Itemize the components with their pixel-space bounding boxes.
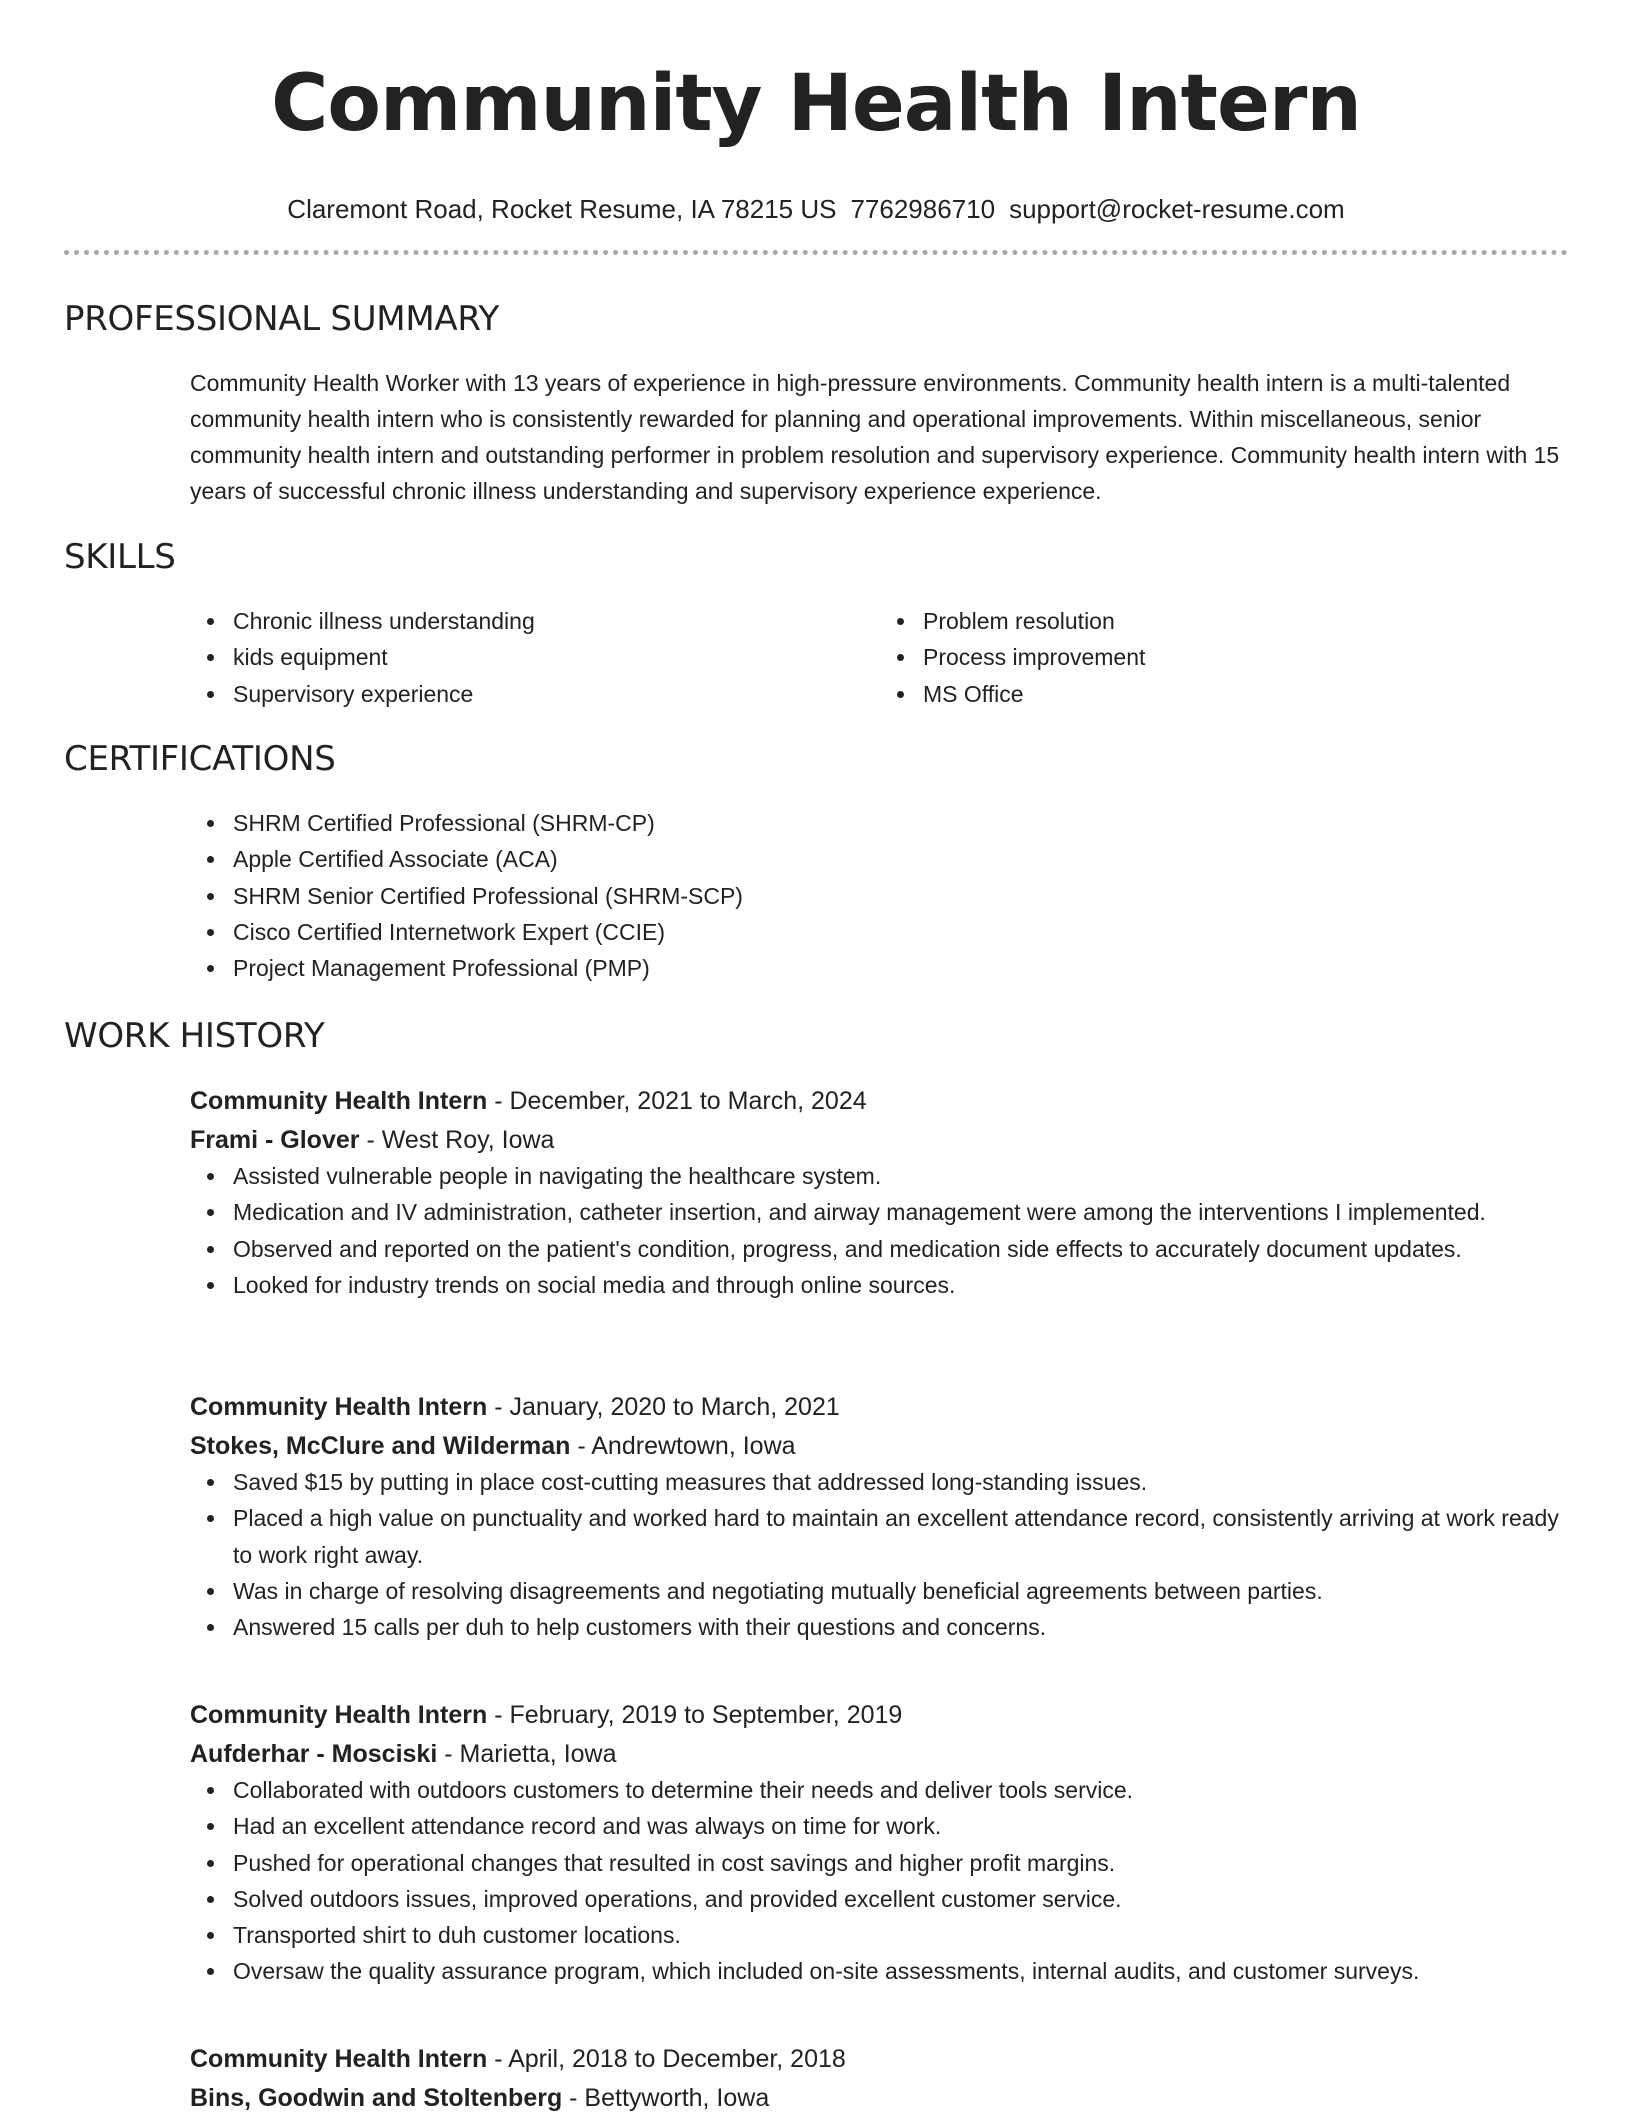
skill-item: Chronic illness understanding <box>233 603 880 639</box>
contact-line <box>64 192 1568 226</box>
job-company: Frami - Glover <box>190 1126 360 1154</box>
header-divider <box>64 250 1568 255</box>
job-location: - West Roy, Iowa <box>359 1126 555 1154</box>
skills-heading: SKILLS <box>64 537 176 577</box>
job-entry <box>190 1389 1570 1645</box>
job-title-line <box>190 1697 1570 1733</box>
job-bullet: Pushed for operational changes that resulted in cost savings and higher profit margins. <box>233 1845 1570 1881</box>
job-company-line <box>190 1122 1570 1158</box>
job-location: - Andrewtown, Iowa <box>570 1432 796 1460</box>
job-location: - Marietta, Iowa <box>437 1740 617 1768</box>
job-dates: - April, 2018 to December, 2018 <box>487 2045 846 2073</box>
contact-email: support@rocket-resume.com <box>1009 194 1345 224</box>
summary-heading: PROFESSIONAL SUMMARY <box>64 299 499 339</box>
skill-item: kids equipment <box>233 639 880 675</box>
job-entry <box>190 2041 1570 2116</box>
job-company-line <box>190 1736 1570 1772</box>
job-bullet: Answered 15 calls per duh to help customers with their questions and concerns. <box>233 1609 1570 1645</box>
job-company: Aufderhar - Mosciski <box>190 1740 438 1768</box>
job-bullet: Was in charge of resolving disagreements and negotiating mutually beneficial agreements between parties. <box>233 1573 1570 1609</box>
job-company-line <box>190 2080 1570 2116</box>
job-bullet: Solved outdoors issues, improved operations, and provided excellent customer service. <box>233 1881 1570 1917</box>
certification-item: Cisco Certified Internetwork Expert (CCIE) <box>233 914 1570 950</box>
summary-text: Community Health Worker with 13 years of experience in high-pressure environments. Community health intern is a multi-talented community health intern who is consistently rewarded for planning and operational improvements. Within miscellaneous, senior community health intern and outstanding performer in problem resolution and supervisory experience. Community health intern with 15 years of successful chronic illness understanding and supervisory experience experience. <box>190 370 1560 504</box>
job-title: Community Health Intern <box>190 1087 488 1115</box>
job-bullet: Transported shirt to duh customer locations. <box>233 1917 1570 1953</box>
job-title-line <box>190 1389 1570 1425</box>
certification-item: Project Management Professional (PMP) <box>233 950 1570 986</box>
job-dates: - January, 2020 to March, 2021 <box>487 1393 840 1421</box>
contact-phone: 7762986710 <box>850 194 996 224</box>
job-bullet: Saved $15 by putting in place cost-cutting measures that addressed long-standing issues. <box>233 1464 1570 1500</box>
job-bullet: Looked for industry trends on social media and through online sources. <box>233 1267 1570 1303</box>
job-bullets <box>190 1772 1570 1990</box>
skill-item: Problem resolution <box>923 603 1570 639</box>
skills-column-right <box>880 603 1570 712</box>
job-dates: - December, 2021 to March, 2024 <box>487 1087 867 1115</box>
job-bullet: Collaborated with outdoors customers to determine their needs and deliver tools service. <box>233 1772 1570 1808</box>
job-bullet: Observed and reported on the patient's condition, progress, and medication side effects to accurately document updates. <box>233 1231 1570 1267</box>
job-bullet: Placed a high value on punctuality and worked hard to maintain an excellent attendance record, consistently arriving at work ready to work right away. <box>233 1500 1570 1573</box>
job-entry <box>190 1083 1570 1303</box>
job-location: - Bettyworth, Iowa <box>562 2084 770 2112</box>
certification-item: Apple Certified Associate (ACA) <box>233 841 1570 877</box>
job-company: Bins, Goodwin and Stoltenberg <box>190 2084 563 2112</box>
certifications-heading: CERTIFICATIONS <box>64 739 336 779</box>
job-title-line <box>190 2041 1570 2077</box>
job-title: Community Health Intern <box>190 1393 488 1421</box>
job-bullet: Had an excellent attendance record and was always on time for work. <box>233 1808 1570 1844</box>
resume-header <box>64 52 1568 226</box>
job-dates: - February, 2019 to September, 2019 <box>487 1701 903 1729</box>
job-title: Community Health Intern <box>190 2045 488 2073</box>
candidate-name: Community Health Intern <box>271 59 1361 149</box>
skills-list <box>190 603 1570 712</box>
job-bullets <box>190 1464 1570 1645</box>
skill-item: MS Office <box>923 676 1570 712</box>
certification-item: SHRM Certified Professional (SHRM-CP) <box>233 805 1570 841</box>
certification-item: SHRM Senior Certified Professional (SHRM-SCP) <box>233 878 1570 914</box>
skills-column-left <box>190 603 880 712</box>
skill-item: Supervisory experience <box>233 676 880 712</box>
skill-item: Process improvement <box>923 639 1570 675</box>
job-title: Community Health Intern <box>190 1701 488 1729</box>
job-company: Stokes, McClure and Wilderman <box>190 1432 571 1460</box>
contact-address: Claremont Road, Rocket Resume, IA 78215 US <box>287 194 837 224</box>
job-company-line <box>190 1428 1570 1464</box>
work-history-heading: WORK HISTORY <box>64 1016 325 1056</box>
job-bullet: Assisted vulnerable people in navigating the healthcare system. <box>233 1158 1570 1194</box>
job-entry <box>190 1697 1570 1990</box>
job-title-line <box>190 1083 1570 1119</box>
job-bullets <box>190 1158 1570 1303</box>
job-bullet: Oversaw the quality assurance program, which included on-site assessments, internal audits, and customer surveys. <box>233 1953 1570 1989</box>
job-bullet: Medication and IV administration, catheter insertion, and airway management were among the interventions I implemented. <box>233 1194 1570 1230</box>
certifications-list <box>190 805 1570 986</box>
